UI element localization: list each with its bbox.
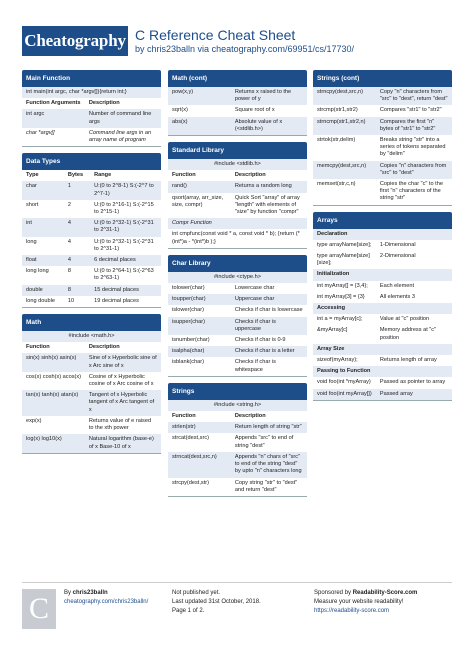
cell: tolower(char) <box>172 285 205 292</box>
signature-row <box>22 87 161 98</box>
table-row <box>313 251 452 269</box>
page-number: Page 1 of 2. <box>172 608 205 614</box>
cell: 2 <box>67 201 72 208</box>
section-label <box>313 229 452 240</box>
col-header: Type <box>26 172 39 179</box>
cell: isnumber(char) <box>172 337 210 344</box>
sponsor-prefix: Sponsored by <box>314 590 353 596</box>
table-row <box>22 434 161 452</box>
cell: Checks if char is whitespace <box>234 359 276 373</box>
cell: type arrayName[size]; <box>317 241 372 248</box>
table-row <box>22 285 161 296</box>
cell: long <box>26 238 37 245</box>
col-header: Function Arguments <box>26 100 81 107</box>
cell: strcat(dest,src) <box>172 435 209 442</box>
by-label: By <box>64 590 73 596</box>
sheet-url-link[interactable]: cheatography.com/69951/cs/17730/ <box>211 44 354 54</box>
cell: isalpha(char) <box>172 348 205 355</box>
cell: islower(char) <box>172 307 205 314</box>
section-label-text: Array Size <box>317 345 345 352</box>
col-header: Function <box>172 413 196 420</box>
table-row <box>22 372 161 390</box>
col-header: Range <box>94 172 112 179</box>
box-title: Data Types <box>22 153 161 170</box>
table-row <box>168 117 307 135</box>
cell: 2-Dimensional <box>379 253 416 260</box>
table-row <box>22 237 161 255</box>
cell: Uppercase char <box>234 296 275 303</box>
col-header: Description <box>88 100 120 107</box>
cell: Appends "src" to end of string "dest" <box>234 435 294 449</box>
cell: pow(x,y) <box>172 89 194 95</box>
cell: 15 decimal places <box>94 286 139 293</box>
cell: type arrayName[size][size]; <box>317 253 370 267</box>
sponsor-tagline: Measure your website readability! <box>314 599 404 605</box>
cell: Passed as pointer to array <box>379 379 446 386</box>
include-text: #include <ctype.h> <box>214 273 261 280</box>
table-row <box>168 283 307 294</box>
table-row <box>168 181 307 192</box>
table-row <box>313 105 452 116</box>
box-title: Math <box>22 314 161 331</box>
cell: cos(x) cosh(x) acos(x) <box>26 373 82 380</box>
cell: Cosine of x Hyperbolic cosine of x Arc cosine of x <box>88 373 154 388</box>
table-row <box>22 416 161 434</box>
include-text: #include <string.h> <box>213 401 262 408</box>
cell: log(x) log10(x) <box>26 436 62 443</box>
column-1 <box>22 70 161 460</box>
cell: Natural logarithm (base-e) of x Base-10 of x <box>88 436 154 450</box>
cell: double <box>26 286 43 293</box>
table-row <box>22 296 161 307</box>
cell: void foo(int myArray[]) <box>317 390 372 397</box>
cell: short <box>26 201 39 208</box>
cell: Returns x raised to the power of y <box>234 89 292 103</box>
col-header: Bytes <box>67 172 84 179</box>
table-header <box>22 342 161 353</box>
char-library-box <box>168 255 307 377</box>
cell: Checks if char is a letter <box>234 348 295 355</box>
cell: long long <box>26 268 49 275</box>
cell: int <box>26 220 32 227</box>
box-title: Char Library <box>168 255 307 272</box>
table-row <box>313 161 452 179</box>
cell: Copies the char "c" to the first "n" characters of the string "str" <box>379 181 443 202</box>
table-row <box>168 422 307 433</box>
table-row <box>168 478 307 496</box>
table-row <box>22 266 161 284</box>
cell: All elements 3 <box>379 293 416 300</box>
cell: int argc <box>26 111 45 118</box>
compr-code-row <box>168 229 307 247</box>
table-row <box>22 109 161 127</box>
include-row <box>168 272 307 283</box>
col-header: Function <box>26 344 50 351</box>
box-title: Arrays <box>313 212 452 229</box>
cell: 4 <box>67 238 72 245</box>
box-title: Math (cont) <box>168 70 307 87</box>
table-row <box>22 200 161 218</box>
col-header: Description <box>234 172 266 179</box>
cell: U:(0 to 2^64-1) S:(-2^63 to 2^63-1) <box>94 268 154 282</box>
cell: Copy "n" characters from "src" to "dest", return "dest" <box>379 89 448 103</box>
table-row <box>168 294 307 305</box>
cell: 1 <box>67 183 72 190</box>
header-byline <box>135 44 354 54</box>
cell: abs(x) <box>172 118 188 125</box>
cell: Checks if char is lowercase <box>234 307 303 314</box>
cell: long double <box>26 297 55 304</box>
compr-label: Compr Function <box>172 220 212 227</box>
cell: toupper(char) <box>172 296 206 303</box>
include-text: #include <math.h> <box>68 333 115 340</box>
published-status: Not published yet. <box>172 590 221 596</box>
data-types-box <box>22 153 161 308</box>
table-row <box>168 452 307 478</box>
table-row <box>313 240 452 251</box>
column-2 <box>168 70 307 503</box>
table-row <box>313 87 452 105</box>
cell: U:(0 to 2^32-1) S:(-2^31 to 2^31-1) <box>94 238 154 252</box>
sponsor-name: Readability-Score.com <box>352 590 418 596</box>
cell: strlen(str) <box>172 424 196 431</box>
last-updated: Last updated 31st October, 2018. <box>172 599 261 605</box>
cell: exp(x) <box>26 417 42 424</box>
cell: int myArray[3] = {3} <box>317 293 365 300</box>
sponsor-link[interactable]: https://readability-score.com <box>314 608 390 614</box>
cell: Checks if char is uppercase <box>234 318 276 332</box>
cell: Copy string "str" to "dest" and return "dest" <box>234 479 298 493</box>
cell: Lowercase char <box>234 285 275 292</box>
math-box <box>22 314 161 454</box>
cell: strncat(dest,src,n) <box>172 453 217 460</box>
col-header: Description <box>88 344 120 351</box>
table-row <box>313 355 452 366</box>
table-row <box>22 128 161 146</box>
box-title: Standard Library <box>168 142 307 159</box>
cell: 6 decimal places <box>94 257 136 264</box>
page-footer <box>22 582 452 625</box>
by-prefix: by <box>135 44 148 54</box>
cell: Returns value of e raised to the xth power <box>88 417 152 432</box>
cell: Quick Sort "array" of array "length" with elements of "size" by function "compr" <box>234 194 300 216</box>
table-row <box>22 255 161 266</box>
table-row <box>313 281 452 292</box>
col-header: Function <box>172 172 196 179</box>
cell: Passed array <box>379 390 413 397</box>
table-row <box>168 335 307 346</box>
include-row <box>22 331 161 342</box>
table-row <box>168 105 307 116</box>
cell: int a = myArray[c]; <box>317 316 363 323</box>
column-3 <box>313 70 452 407</box>
page-title: C Reference Cheat Sheet <box>135 27 296 43</box>
table-row <box>22 181 161 199</box>
footer-sponsor <box>314 589 417 616</box>
section-label <box>313 366 452 377</box>
cell: void foo(int *myArray) <box>317 379 371 386</box>
cell: 1-Dimensional <box>379 241 416 248</box>
table-header <box>168 411 307 422</box>
section-label-text: Passing to Function <box>317 368 371 375</box>
author-link[interactable]: chris23balln <box>147 44 196 54</box>
section-label-text: Declaration <box>317 230 348 237</box>
cell: Command line args in an array name of program <box>88 129 152 144</box>
cell: Memory address at "c" position <box>379 327 437 341</box>
box-title: Strings <box>168 383 307 400</box>
cell: Returns length of array <box>379 357 437 364</box>
cell: Copies "n" characters from "src" to "dest" <box>379 162 447 176</box>
cell: 10 <box>67 297 75 304</box>
section-label <box>313 303 452 314</box>
cell: strcpy(dest,str) <box>172 479 209 486</box>
author-profile-link[interactable]: cheatography.com/chris23balln/ <box>64 599 149 605</box>
cell: Return length of string "str" <box>234 424 302 431</box>
table-row <box>168 305 307 316</box>
cell: 8 <box>67 286 72 293</box>
cell: Number of command line args <box>88 111 152 125</box>
table-row <box>168 317 307 335</box>
cell: isupper(char) <box>172 318 205 325</box>
cheatography-c-logo: C <box>22 589 56 629</box>
cell: rand() <box>172 183 187 190</box>
cell: memcpy(dest,src,n) <box>317 162 367 169</box>
cell: Appends "n" chars of "src" to end of the string "dest" by upto "n" characters long <box>234 453 302 475</box>
table-row <box>313 389 452 400</box>
section-label <box>313 344 452 355</box>
footer-author-name: chris23balln <box>72 590 108 596</box>
cell: strncpy(dest,src,n) <box>317 89 364 95</box>
table-row <box>168 357 307 375</box>
table-row <box>313 135 452 161</box>
cell: sizeof(myArray); <box>317 357 358 364</box>
footer-author <box>64 589 148 607</box>
section-label <box>313 269 452 280</box>
col-header: Description <box>234 413 266 420</box>
cell: 4 <box>67 220 72 227</box>
section-label-text: Accessing <box>317 305 345 312</box>
cell: strtok(str,delim) <box>317 137 356 144</box>
table-row <box>313 117 452 135</box>
cell: Checks if char is 0-9 <box>234 337 286 344</box>
cell: Sine of x Hyperbolic sine of x Arc sine of x <box>88 355 157 369</box>
table-header <box>22 98 161 109</box>
math-cont-box <box>168 70 307 136</box>
include-text: #include <stdlib.h> <box>214 161 261 168</box>
arrays-box <box>313 212 452 401</box>
table-row <box>168 346 307 357</box>
table-row <box>313 292 452 303</box>
cell: float <box>26 257 37 264</box>
box-title: Main Function <box>22 70 161 87</box>
strings-cont-box <box>313 70 452 206</box>
table-row <box>22 390 161 416</box>
cell: memset(str,c,n) <box>317 181 356 188</box>
main-function-box <box>22 70 161 147</box>
cell: isblank(char) <box>172 359 205 366</box>
cheatography-logo[interactable]: Cheatography <box>22 26 128 56</box>
section-label-text: Initialization <box>317 271 350 278</box>
cell: U:(0 to 2^16-1) S:(-2^15 to 2^15-1) <box>94 201 154 216</box>
cell: char *argv[] <box>26 129 55 136</box>
table-row <box>313 377 452 388</box>
cell: 8 <box>67 268 72 275</box>
include-row <box>168 400 307 411</box>
table-row <box>22 218 161 236</box>
cell: strcmp(str1,str2) <box>317 107 358 114</box>
footer-meta <box>172 589 261 616</box>
table-row <box>168 87 307 105</box>
compr-label-row <box>168 218 307 229</box>
cell: 19 decimal places <box>94 297 139 304</box>
cell: qsort(array, arr_size, size, compr) <box>172 194 224 208</box>
compr-code: int cmpfunc(const void * a, const void * b); {return (*(int*)a - *(int*)b );} <box>172 231 300 245</box>
cell: tan(x) tanh(x) atan(x) <box>26 392 79 399</box>
box-title: Strings (cont) <box>313 70 452 87</box>
table-row <box>22 353 161 371</box>
cell: strncmp(str1,str2,n) <box>317 118 366 125</box>
include-row <box>168 159 307 170</box>
cell: U:(0 to 2^32-1) S:(-2^31 to 2^31-1) <box>94 220 154 234</box>
cell: Value at "c" position <box>379 316 430 323</box>
cell: &myArray[c] <box>317 327 348 334</box>
cell: Tangent of x Hyperbolic tangent of x Arc tangent of x <box>88 392 155 413</box>
cell: char <box>26 183 37 190</box>
cell: sin(x) sinh(x) asin(x) <box>26 355 77 362</box>
cell: Returns a random long <box>234 183 292 190</box>
table-header <box>168 170 307 181</box>
cell: Compares "str1" to "str2" <box>379 107 442 114</box>
cell: int myArray[] = {3,4}; <box>317 282 368 289</box>
table-row <box>313 314 452 325</box>
cell: Breaks string "str" into a series of tokens separated by "delim" <box>379 137 446 158</box>
signature-text: int main(int argc, char *argv[]){return int;} <box>26 89 127 95</box>
strings-box <box>168 383 307 497</box>
cell: U:(0 to 2^8-1) S:(-2^7 to 2^7-1) <box>94 183 154 197</box>
cell: 4 <box>67 257 72 264</box>
stdlib-box <box>168 142 307 249</box>
cell: Absolute value of x (<stdlib.h>) <box>234 118 283 132</box>
table-row <box>313 179 452 205</box>
table-row <box>313 325 452 343</box>
cell: sqrt(x) <box>172 107 188 114</box>
table-row <box>168 433 307 451</box>
cell: Each element <box>379 282 415 289</box>
table-header <box>22 170 161 181</box>
table-row <box>168 193 307 219</box>
via-text: via <box>195 44 212 54</box>
cell: Compares the first "n" bytes of "str1" to "str2" <box>379 118 436 132</box>
cell: Square root of x <box>234 107 275 114</box>
